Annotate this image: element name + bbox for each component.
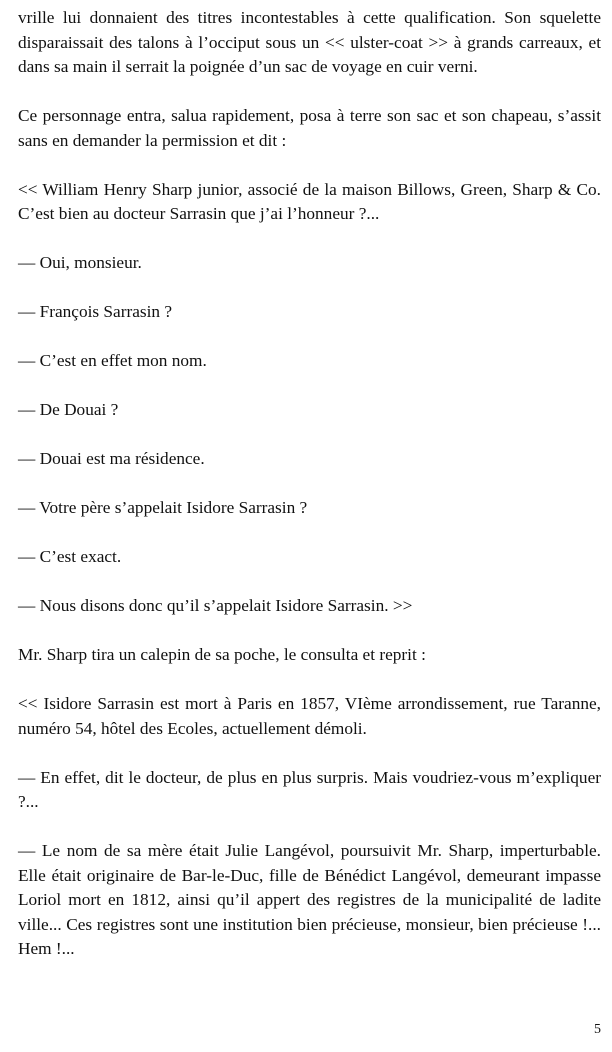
- dialogue-line: — C’est en effet mon nom.: [18, 351, 207, 370]
- paragraph-entrance: Ce personnage entra, salua rapidement, posa à terre son sac et son chapeau, s’assit sans en demander la permission et dit :: [18, 106, 601, 150]
- paragraph-sharp-introduction: << William Henry Sharp junior, associé de la maison Billows, Green, Sharp & Co. C’est bien au docteur Sarrasin que j’ai l’honneur ?...: [18, 179, 601, 223]
- dialogue-line: — De Douai ?: [18, 400, 119, 419]
- document-page: [18, 6, 601, 962]
- dialogue-line: — Oui, monsieur.: [18, 253, 142, 272]
- dialogue-line: — François Sarrasin ?: [18, 302, 173, 321]
- page-number: 5: [594, 1022, 601, 1037]
- paragraph-death-record: << Isidore Sarrasin est mort à Paris en 1857, VIème arrondissement, rue Taranne, numéro 54, hôtel des Ecoles, actuellement démoli.: [18, 694, 601, 738]
- paragraph-mother-record: — Le nom de sa mère était Julie Langévol, poursuivit Mr. Sharp, imperturbable. Elle était originaire de Bar-le-Duc, fille de Bénédict Langévol, demeurant impasse Loriol mort en 1812, ainsi qu’il appert des registres de la municipalité de ladite ville... Ces registres sont une institution bien précieuse, monsieur, bien précieuse !... Hem !...: [18, 841, 601, 958]
- paragraph-intro-description: vrille lui donnaient des titres incontestables à cette qualification. Son squelette disparaissait des talons à l’occiput sous un << ulster-coat >> à grands carreaux, et dans sa main il serrait la poignée d’un sac de voyage en cuir verni.: [18, 8, 601, 76]
- dialogue-line: — Douai est ma résidence.: [18, 449, 205, 468]
- dialogue-line: — Nous disons donc qu’il s’appelait Isidore Sarrasin. >>: [18, 596, 413, 615]
- dialogue-line: — C’est exact.: [18, 547, 122, 566]
- dialogue-line: — Votre père s’appelait Isidore Sarrasin ?: [18, 498, 308, 517]
- dialogue-line: — En effet, dit le docteur, de plus en plus surpris. Mais voudriez-vous m’expliquer ?...: [18, 767, 601, 811]
- paragraph-calepin: Mr. Sharp tira un calepin de sa poche, le consulta et reprit :: [18, 645, 426, 664]
